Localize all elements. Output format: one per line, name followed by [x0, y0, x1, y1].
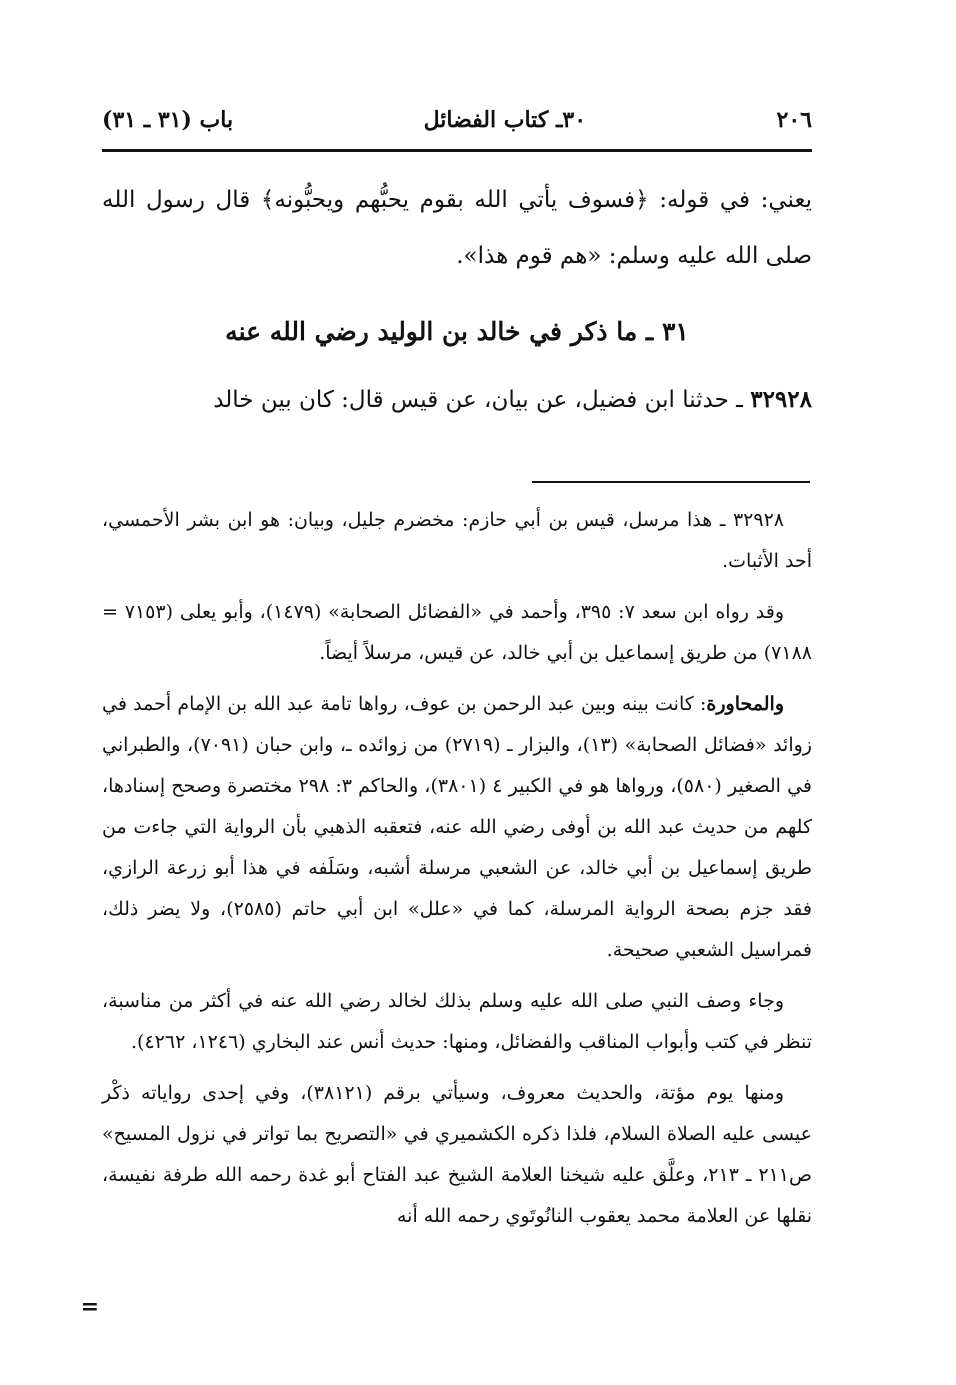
note-1-text: ـ هذا مرسل، قيس بن أبي حازم: مخضرم جليل، وبيان: هو ابن بشر الأحمسي، أحد الأثبات.	[102, 509, 812, 572]
note-1	[102, 500, 812, 582]
hadith-number: ٣٢٩٢٨	[750, 386, 812, 413]
section-heading: ٣١ ـ ما ذكر في خالد بن الوليد رضي الله عنه	[225, 317, 689, 346]
note-5: ومنها يوم مؤتة، والحديث معروف، وسيأتي برقم (٣٨١٢١)، وفي إحدى رواياته ذكْر عيسى عليه الصلاة السلام، فلذا ذكره الكشميري في «التصريح بما تواتر في نزول المسيح» ص٢١١ ـ ٢١٣، وعلَّق عليه شيخنا العلامة الشيخ عبد الفتاح أبو غدة رحمه الله طرفة نفيسة، نقلها عن العلامة محمد يعقوب النانُوتَوي رحمه الله أنه	[102, 1082, 812, 1227]
note-2: وقد رواه ابن سعد ٧: ٣٩٥، وأحمد في «الفضائل الصحابة» (١٤٧٩)، وأبو يعلى (٧١٥٣ = ٧١٨٨) من طريق إسماعيل بن أبي خالد، عن قيس، مرسلاً أيضاً.	[102, 601, 812, 664]
footnotes	[102, 500, 812, 1247]
note-1-number: ٣٢٩٢٨	[732, 509, 784, 531]
header-rule	[102, 149, 812, 152]
note-3	[102, 684, 812, 971]
intro-paragraph: يعني: في قوله: ﴿فسوف يأتي الله بقوم يحبُّهم ويحبُّونه﴾ قال رسول الله صلى الله عليه وسلم: «هم قوم هذا».	[102, 187, 812, 269]
note-3-lead: والمحاورة	[706, 693, 784, 715]
page-number: ٢٠٦	[776, 107, 812, 133]
note-4: وجاء وصف النبي صلى الله عليه وسلم بذلك لخالد رضي الله عنه في أكثر من مناسبة، تنظر في كتب وأبواب المناقب والفضائل، ومنها: حديث أنس عند البخاري (١٢٤٦، ٤٢٦٢).	[102, 990, 812, 1053]
hadith-paragraph	[102, 372, 812, 428]
page-header	[102, 96, 812, 144]
footnote-separator	[532, 481, 810, 483]
main-text	[102, 172, 812, 428]
note-3-text: : كانت بينه وبين عبد الرحمن بن عوف، رواها تامة عبد الله بن الإمام أحمد في زوائد «فضائل الصحابة» (١٣)، والبزار ـ (٢٧١٩) من زوائده ـ، وابن حبان (٧٠٩١)، والطبراني في الصغير (٥٨٠)، ورواها هو في الكبير ٤ (٣٨٠١)، والحاكم ٣: ٢٩٨ مختصرة وصحح إسنادها، كلهم من حديث عبد الله بن أوفى رضي الله عنه، فتعقبه الذهبي بأن الرواية التي جاءت من طريق إسماعيل بن أبي خالد، عن الشعبي مرسلة أشبه، وسَلَفه في هذا أبو زرعة الرازي، فقد جزم بصحة الرواية المرسلة، كما في «علل» ابن أبي حاتم (٢٥٨٥)، ولا يضر ذلك، فمراسيل الشعبي صحيحة.	[102, 693, 813, 961]
continuation-mark: =	[80, 1294, 99, 1320]
hadith-text: ـ حدثنا ابن فضيل، عن بيان، عن قيس قال: كان بين خالد	[213, 387, 751, 413]
chapter-range: باب (٣١ ـ ٣١)	[102, 107, 234, 133]
book-title: ٣٠ـ كتاب الفضائل	[423, 107, 587, 133]
